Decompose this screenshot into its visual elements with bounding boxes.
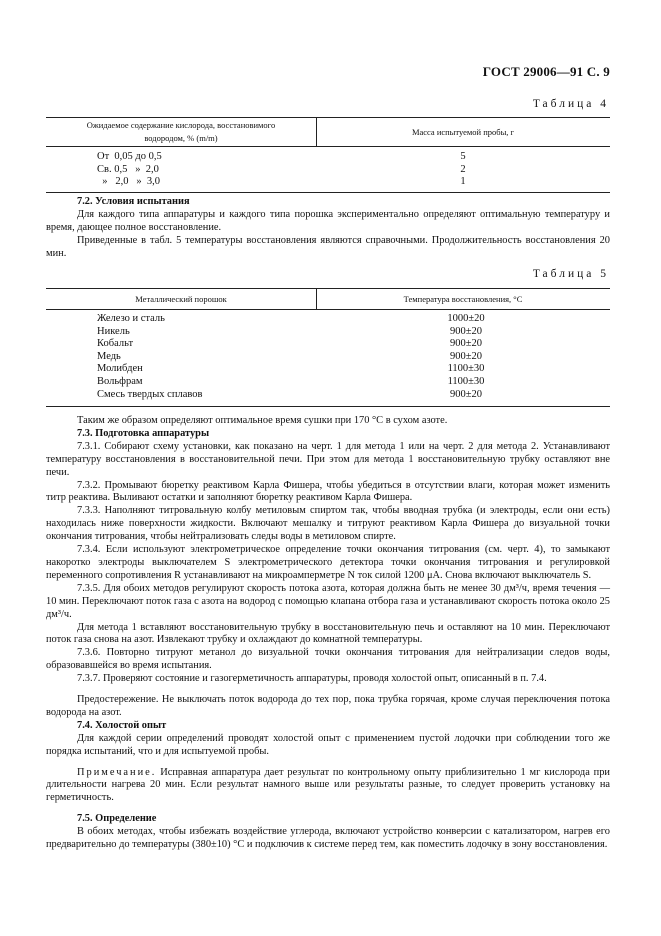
table-row: [46, 326, 610, 339]
paragraph: В обоих методах, чтобы избежать воздействие углерода, включают устройство конверсии с катализатором, нагрев его предварительно до температуры (380±10) °С и подключив к системе перед тем, как поместить лодочку в зону восстановления.: [46, 826, 610, 851]
paragraph: 7.3.2. Промывают бюретку реактивом Карла Фишера, чтобы убедиться в отсутствии влаги, которая может изменить титр реактива. Выливают остатки и заполняют бюретку реактивом Карла Фишера.: [46, 479, 610, 504]
section-title: 7.5. Определение: [77, 813, 157, 825]
table5-metal: Железо и сталь: [97, 313, 165, 324]
table-row: [46, 164, 610, 177]
table5-temp: 900±20: [449, 350, 482, 362]
table4-range: Св. 0,5 » 2,0: [97, 163, 159, 175]
table5-temp: 900±20: [449, 388, 482, 400]
section-title: 7.3. Подготовка аппаратуры: [77, 427, 210, 439]
table4-header: [46, 118, 610, 147]
table5-metal: Вольфрам: [97, 375, 143, 387]
table5-temp: 1100±30: [447, 375, 485, 387]
note-label: Примечание.: [77, 766, 157, 778]
note-paragraph: [46, 767, 610, 806]
table5-temp: 1000±20: [447, 313, 485, 324]
table5-col2-header: Температура восстановления, °С: [403, 294, 523, 304]
table-row: [46, 389, 610, 402]
table4-col1-header-line1: Ожидаемое содержание кислорода, восстановимого: [86, 120, 276, 130]
table5-metal: Кобальт: [97, 338, 134, 350]
section-title: 7.4. Холостой опыт: [77, 719, 167, 731]
paragraph: Приведенные в табл. 5 температуры восстановления являются справочными. Продолжительность восстановления 20 мин.: [46, 234, 610, 259]
table-row: [46, 176, 610, 189]
main-body: [46, 415, 610, 852]
table4-range: От 0,05 до 0,5: [97, 151, 162, 162]
paragraph: Для метода 1 вставляют восстановительную трубку в восстановительную печь и оставляют на 10 мин. Переключают поток газа снова на азот. Извлекают трубку и охлаждают до комнатной температуры.: [46, 621, 610, 646]
table4: [46, 117, 610, 193]
paragraph: 7.3.3. Наполняют титровальную колбу метиловым спиртом так, чтобы вводная трубка (и электроды, если они есть) находилась ниже поверхности жидкости. Включают мешалку и титруют реактивом Карла Фишера до визуальной точки окончания титрования, чтобы нейтрализовать следы воды в метиловом спирте.: [46, 505, 610, 543]
table5-header: [46, 289, 610, 310]
paragraph: Для каждого типа аппаратуры и каждого типа порошка экспериментально определяют оптимальную температуру и время, дающее полное восстановление.: [46, 208, 610, 233]
table4-col2-header: Масса испытуемой пробы, г: [411, 127, 515, 137]
table-row: [46, 363, 610, 376]
table-row: [46, 151, 610, 164]
table5-metal: Смесь твердых сплавов: [97, 388, 203, 400]
table4-value: 1: [460, 176, 466, 188]
paragraph: 7.3.6. Повторно титруют метанол до визуальной точки окончания титрования для нейтрализации следов воды, образовавшейся во время испытания.: [46, 647, 610, 672]
table4-range: » 2,0 » 3,0: [97, 176, 160, 188]
table-row: [46, 338, 610, 351]
table4-col1-header: [46, 119, 316, 145]
note-text: Исправная аппаратура дает результат по контрольному опыту приблизительно 1 мг кислорода при длительности нагрева 20 мин. Если результат намного выше или результаты разные, то следует проверить установку на герметичность.: [46, 766, 610, 804]
page-header: ГОСТ 29006—91 С. 9: [482, 64, 610, 79]
table5-metal: Медь: [97, 350, 121, 362]
paragraph: 7.3.7. Проверяют состояние и газогерметичность аппаратуры, проводя холостой опыт, описанный в п. 7.4.: [77, 673, 547, 685]
section-title: 7.2. Условия испытания: [77, 196, 190, 207]
table5: [46, 288, 610, 407]
table4-value: 2: [460, 163, 466, 175]
table-row: [46, 376, 610, 389]
section-7-2: [46, 196, 610, 261]
paragraph: 7.3.1. Собирают схему установки, как показано на черт. 1 для метода 1 или на черт. 2 для метода 2. Устанавливают температуру восстановления в восстановительной печи. При этом для метода 1 восстановительную трубку оставляют вне печи.: [46, 440, 610, 478]
table5-temp: 900±20: [449, 325, 482, 337]
paragraph: Таким же образом определяют оптимальное время сушки при 170 °С в сухом азоте.: [77, 415, 448, 426]
table5-metal: Никель: [97, 325, 130, 337]
table-row: [46, 351, 610, 364]
table5-temp: 900±20: [449, 338, 482, 350]
table-row: [46, 313, 610, 326]
table5-col1-header: Металлический порошок: [135, 294, 227, 304]
paragraph: 7.3.5. Для обоих методов регулируют скорость потока азота, которая должна быть не менее 30 дм³/ч, время течения — 10 мин. Переключают поток газа с азота на водород с помощью клапана отбора газа и устанавливают скорость потока около 25 дм³/ч.: [46, 582, 610, 620]
table5-temp: 1100±30: [447, 363, 485, 375]
paragraph: Для каждой серии определений проводят холостой опыт с применением пустой лодочки при соблюдении того же порядка испытаний, что и для испытуемой пробы.: [46, 732, 610, 757]
table5-metal: Молибден: [97, 363, 143, 375]
table4-label: Таблица 4: [532, 98, 609, 110]
table4-value: 5: [460, 151, 466, 162]
warning-paragraph: Предостережение. Не выключать поток водорода до тех пор, пока трубка горячая, кроме случая переключения потока водорода на азот.: [46, 694, 610, 718]
paragraph: 7.3.4. Если используют электрометрическое определение точки окончания титрования (см. черт. 4), то замыкают накоротко электроды выключателем S электрометрического детектора точки окончания титрования и регулировкой переменного сопротивления R устанавливают на микроамперметре N ток силой 1200 μА. Снова включают выключатель S.: [46, 544, 610, 581]
table5-label: Таблица 5: [532, 268, 609, 280]
table4-col1-header-line2: водородом, % (m/m): [144, 133, 218, 143]
